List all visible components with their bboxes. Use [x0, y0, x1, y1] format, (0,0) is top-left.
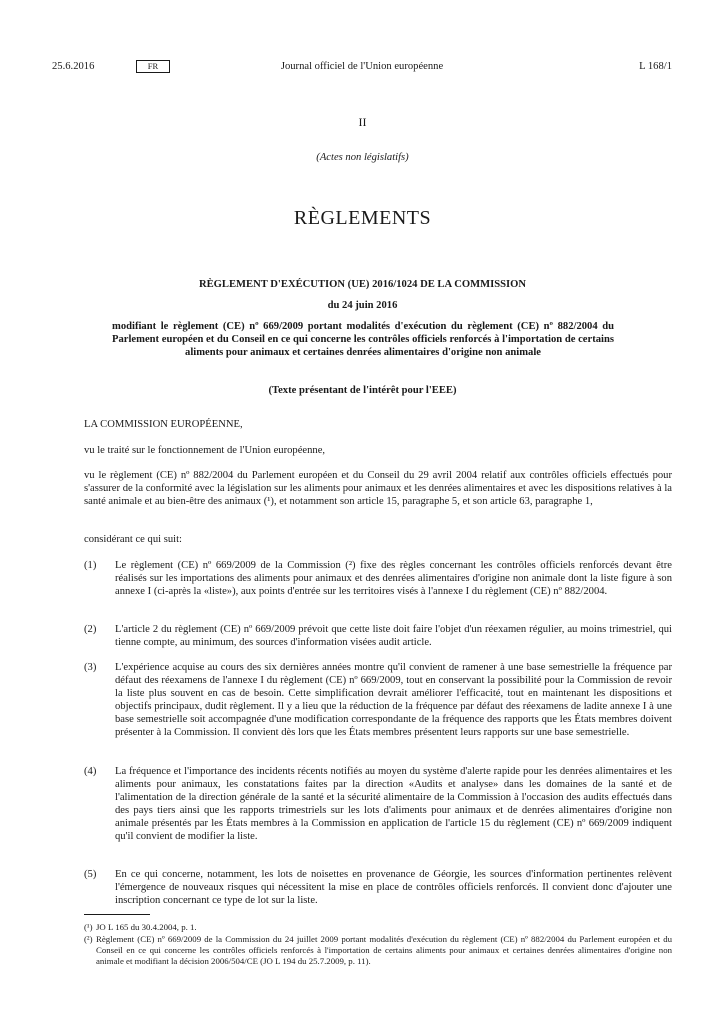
- footnote-text: Règlement (CE) nº 669/2009 de la Commission du 24 juillet 2009 portant modalités d'exécution du règlement (CE) nº 882/2004 du Parlement européen et du Conseil en ce qui concerne les contrôles officiels renforcés à l'importation de certains aliments pour animaux et certaines denrées alimentaires d'origine non animale et modifiant la décision 2006/504/CE (JO L 194 du 25.7.2009, p. 11).: [96, 934, 672, 966]
- footnote-number: (¹): [84, 922, 93, 932]
- preamble-commission: LA COMMISSION EUROPÉENNE,: [84, 419, 243, 430]
- part-subtitle: (Actes non législatifs): [316, 152, 409, 163]
- page-number: L 168/1: [639, 61, 672, 72]
- publication-date: 25.6.2016: [52, 61, 95, 72]
- preamble-considering: considérant ce qui suit:: [84, 534, 182, 545]
- regulation-subject: modifiant le règlement (CE) nº 669/2009 portant modalités d'exécution du règlement (CE) nº 882/2004 du Parlement européen et du Conseil en ce qui concerne les contrôles officiels renforcés à l'importation de certains aliments pour animaux et certaines denrées alimentaires d'origine non animale: [112, 321, 614, 358]
- preamble-regulation-reference: vu le règlement (CE) nº 882/2004 du Parlement européen et du Conseil du 29 avril 2004 relatif aux contrôles officiels effectués pour s'assurer de la conformité avec la législation sur les aliments pour animaux et les denrées alimentaires et avec les dispositions relatives à la santé animale et au bien-être des animaux (¹), et notamment son article 15, paragraphe 5, et son article 63, paragraphe 1,: [84, 470, 672, 507]
- eea-relevance-note: (Texte présentant de l'intérêt pour l'EEE): [268, 385, 457, 396]
- recital-text: L'expérience acquise au cours des six dernières années montre qu'il convient de ramener à une base semestrielle la fréquence par défaut des réexamens de l'annexe I du règlement (CE) nº 669/2009, tout en conservant la possibilité pour la Commission de revoir la liste plus souvent en cas de besoin. Cette simplification devrait améliorer l'efficacité, tout en maintenant les dispositions et objectifs principaux, dudit règlement. Il y a lieu que la réduction de la fréquence par défaut des réexamens de ladite annexe I à une base semestrielle soit accompagnée d'une modification correspondante de la fréquence des rapports que les États membres doivent présenter à la Commission. Il convient dès lors que les États membres présentent leurs rapports sur une base semestrielle.: [115, 662, 672, 738]
- recital-number: (3): [84, 662, 97, 673]
- regulation-title: RÈGLEMENT D'EXÉCUTION (UE) 2016/1024 DE LA COMMISSION: [198, 279, 527, 290]
- preamble-treaty: vu le traité sur le fonctionnement de l'Union européenne,: [84, 445, 326, 456]
- recital-number: (5): [84, 869, 97, 880]
- part-number: II: [358, 115, 367, 129]
- footnote-text: JO L 165 du 30.4.2004, p. 1.: [96, 922, 197, 932]
- recital-text: L'article 2 du règlement (CE) nº 669/2009 prévoit que cette liste doit faire l'objet d'un réexamen régulier, au moins trimestriel, qui tienne compte, au minimum, des sources d'information visées audit article.: [115, 624, 672, 648]
- page-header: [52, 60, 672, 76]
- recital-text: La fréquence et l'importance des incidents récents notifiés au moyen du système d'alerte rapide pour les denrées alimentaires et les aliments pour animaux, les constatations faites par la direction «Audits et analyse» dans les domaines de la santé et de l'alimentation de la direction générale de la santé et la sécurité alimentaire de la Commission à l'occasion des audits effectués dans des pays tiers ainsi que les rapports trimestriels sur les lots d'aliments pour animaux et de denrées alimentaires d'origine non animale présentés par les États membres à la Commission en application de l'article 15 du règlement (CE) nº 669/2009 indiquent qu'il convient de modifier la liste.: [115, 766, 672, 842]
- recital-number: (1): [84, 560, 97, 571]
- footnote-number: (²): [84, 934, 93, 944]
- journal-title: Journal officiel de l'Union européenne: [280, 61, 444, 72]
- recital-number: (2): [84, 624, 97, 635]
- recital-number: (4): [84, 766, 97, 777]
- section-title: RÈGLEMENTS: [293, 207, 432, 229]
- language-badge: FR: [136, 60, 170, 73]
- recital-text: Le règlement (CE) nº 669/2009 de la Commission (²) fixe des règles concernant les contrôles officiels renforcés devant être réalisés sur les importations des aliments pour animaux et des denrées alimentaires d'origine non animale dont la liste figure à son annexe I (ci-après la «liste»), aux points d'entrée sur les territoires visés à l'annexe I du règlement (CE) nº 882/2004.: [115, 560, 672, 597]
- recital-text: En ce qui concerne, notamment, les lots de noisettes en provenance de Géorgie, les sources d'information pertinentes relèvent l'émergence de nouveaux risques qui nécessitent la mise en place de contrôles officiels renforcés. Il convient donc d'ajouter une inscription concernant ce type de lot sur la liste.: [115, 869, 672, 906]
- regulation-date: du 24 juin 2016: [327, 300, 398, 311]
- footnote-divider: [84, 914, 150, 915]
